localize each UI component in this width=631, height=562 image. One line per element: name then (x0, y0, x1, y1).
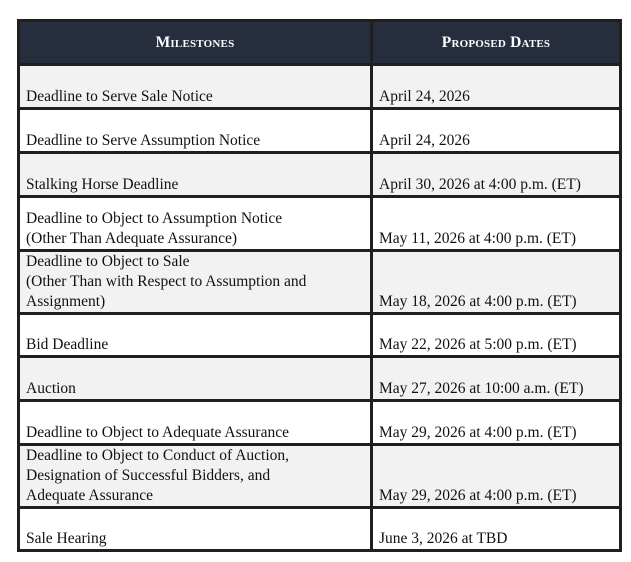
header-proposed-dates: Proposed Dates (372, 21, 621, 65)
table-row (19, 445, 621, 508)
milestones-table (17, 19, 622, 552)
milestone-cell: Deadline to Serve Sale Notice (19, 65, 372, 109)
milestones-table-container (17, 19, 619, 552)
table-row (19, 251, 621, 314)
table-row (19, 508, 621, 551)
table-row (19, 401, 621, 445)
table-row (19, 197, 621, 251)
milestone-cell: Deadline to Object to Adequate Assurance (19, 401, 372, 445)
milestone-cell: Sale Hearing (19, 508, 372, 551)
date-cell: April 24, 2026 (372, 65, 621, 109)
milestone-cell: Auction (19, 357, 372, 401)
date-cell: May 22, 2026 at 5:00 p.m. (ET) (372, 314, 621, 357)
table-row (19, 153, 621, 197)
date-cell: April 24, 2026 (372, 109, 621, 153)
table-row (19, 357, 621, 401)
milestone-cell: Deadline to Object to Conduct of Auction, Designation of Successful Bidders, and Adequate Assurance (19, 445, 372, 508)
milestone-cell: Deadline to Serve Assumption Notice (19, 109, 372, 153)
date-cell: April 30, 2026 at 4:00 p.m. (ET) (372, 153, 621, 197)
header-milestones: Milestones (19, 21, 372, 65)
date-cell: May 29, 2026 at 4:00 p.m. (ET) (372, 401, 621, 445)
milestone-cell: Bid Deadline (19, 314, 372, 357)
date-cell: May 18, 2026 at 4:00 p.m. (ET) (372, 251, 621, 314)
table-row (19, 109, 621, 153)
milestone-cell: Deadline to Object to Sale (Other Than with Respect to Assumption and Assignment) (19, 251, 372, 314)
table-row (19, 314, 621, 357)
date-cell: May 27, 2026 at 10:00 a.m. (ET) (372, 357, 621, 401)
date-cell: June 3, 2026 at TBD (372, 508, 621, 551)
date-cell: May 29, 2026 at 4:00 p.m. (ET) (372, 445, 621, 508)
table-row (19, 65, 621, 109)
date-cell: May 11, 2026 at 4:00 p.m. (ET) (372, 197, 621, 251)
milestone-cell: Stalking Horse Deadline (19, 153, 372, 197)
table-header-row (19, 21, 621, 65)
milestone-cell: Deadline to Object to Assumption Notice (Other Than Adequate Assurance) (19, 197, 372, 251)
